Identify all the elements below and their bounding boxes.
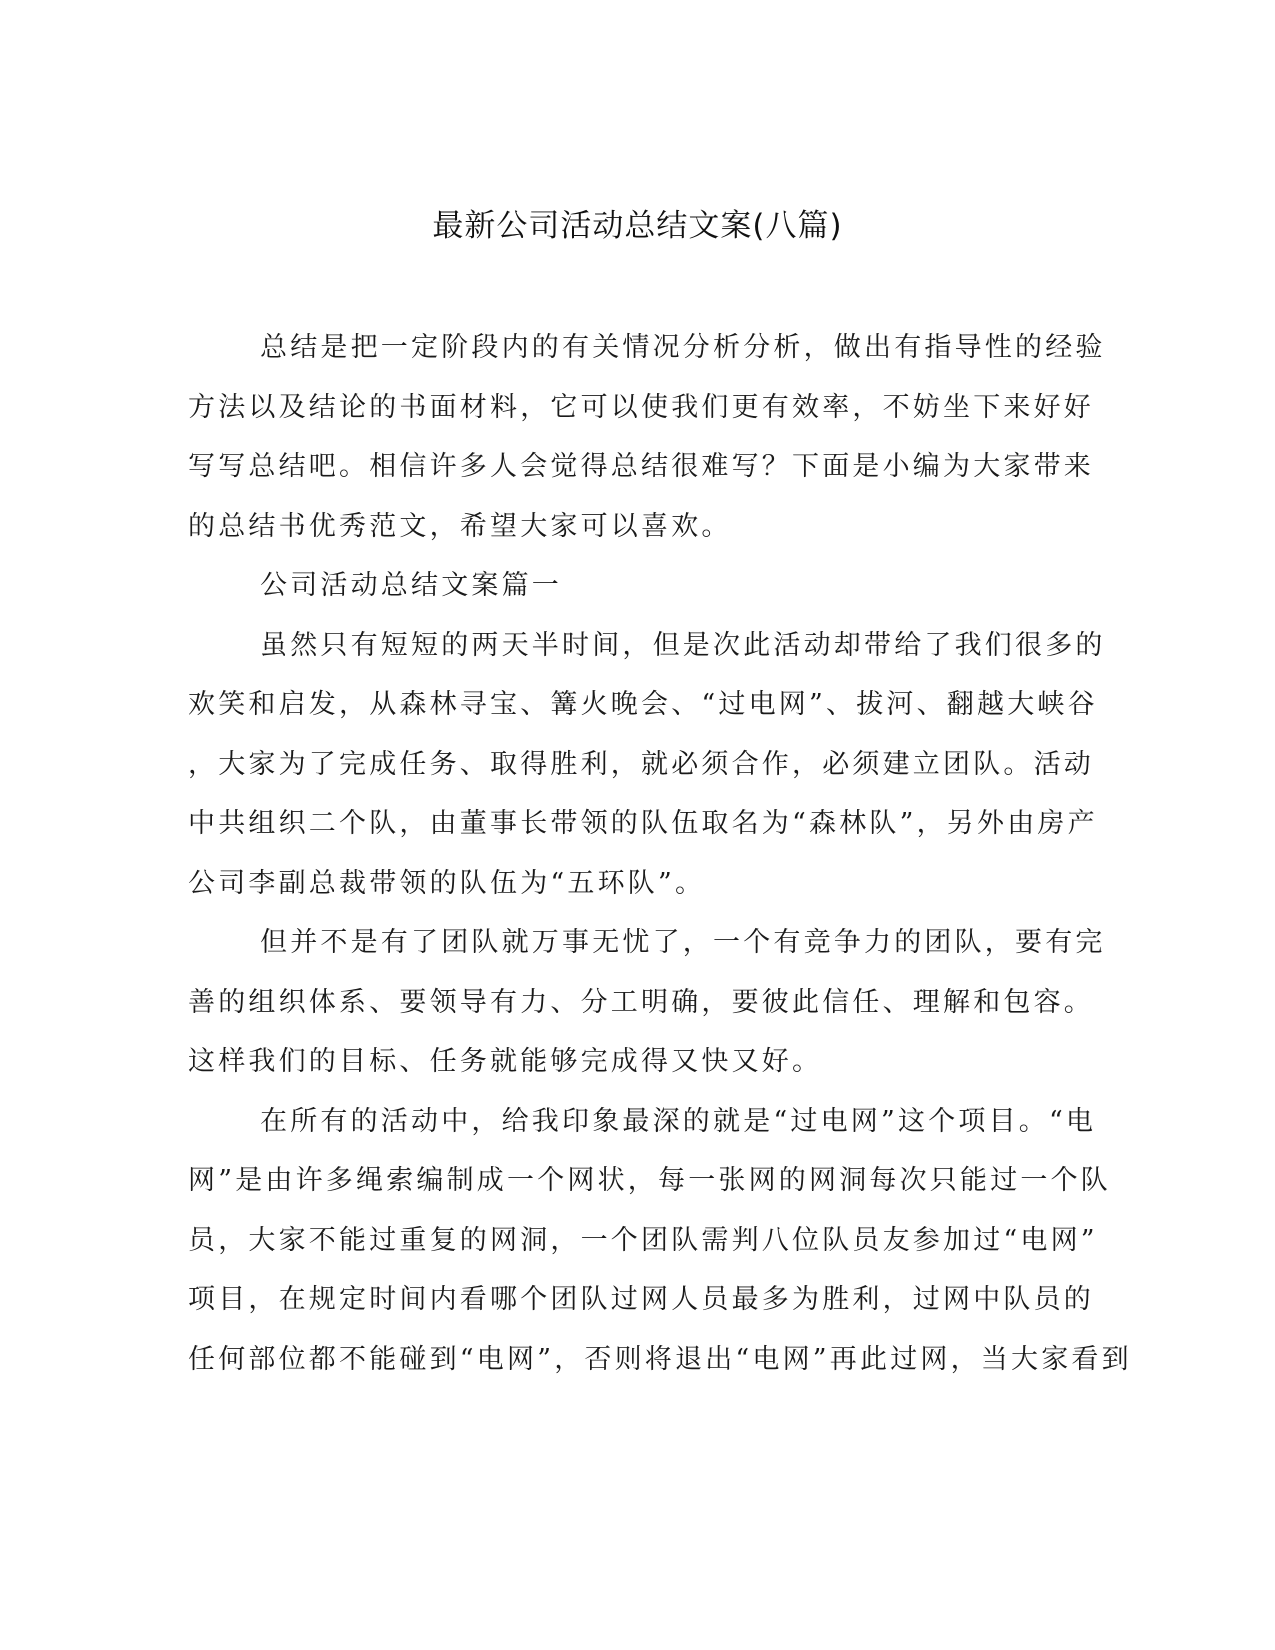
text-line: 写写总结吧。相信许多人会觉得总结很难写？下面是小编为大家带来 (188, 451, 1094, 482)
text-line: 虽然只有短短的两天半时间，但是次此活动却带给了我们很多的 (260, 629, 1106, 661)
text-line: 的总结书优秀范文，希望大家可以喜欢。 (188, 510, 732, 542)
section-heading (188, 556, 1088, 616)
paragraph-activity (188, 616, 1106, 914)
text-line: 这样我们的目标、任务就能够完成得又快又好。 (188, 1046, 823, 1077)
paragraph-team (188, 913, 1106, 1092)
text-line: 方法以及结论的书面材料，它可以使我们更有效率，不妨坐下来好好 (188, 391, 1094, 423)
text-line: 但并不是有了团队就万事无忧了，一个有竞争力的团队，要有完 (260, 927, 1106, 958)
text-line: 中共组织二个队，由董事长带领的队伍取名为“森林队”，另外由房产 (188, 808, 1098, 839)
text-line: 员，大家不能过重复的网洞，一个团队需判八位队员友参加过“电网” (188, 1224, 1098, 1256)
text-line: 项目，在规定时间内看哪个团队过网人员最多为胜利，过网中队员的 (188, 1284, 1094, 1315)
text-line: 网”是由许多绳索编制成一个网状，每一张网的网洞每次只能过一个队 (188, 1165, 1112, 1196)
text-line: ，大家为了完成任务、取得胜利，就必须合作，必须建立团队。活动 (188, 748, 1094, 780)
text-line: 总结是把一定阶段内的有关情况分析分析，做出有指导性的经验 (260, 332, 1106, 363)
text-line: 公司李副总裁带领的队伍为“五环队”。 (188, 867, 706, 899)
text-line: 善的组织体系、要领导有力、分工明确，要彼此信任、理解和包容。 (188, 986, 1094, 1018)
text-line: 在所有的活动中，给我印象最深的就是“过电网”这个项目。“电 (260, 1105, 1097, 1137)
document-body (188, 318, 1132, 1389)
document-title: 最新公司活动总结文案(八篇) (432, 208, 843, 244)
paragraph-intro (188, 318, 1106, 556)
text-line: 欢笑和启发，从森林寻宝、篝火晚会、“过电网”、拔河、翻越大峡谷 (188, 689, 1098, 720)
text-line: 公司活动总结文案篇一 (260, 570, 562, 601)
paragraph-electric-net (188, 1092, 1132, 1390)
text-line: 任何部位都不能碰到“电网”，否则将退出“电网”再此过网，当大家看到 (188, 1343, 1132, 1375)
